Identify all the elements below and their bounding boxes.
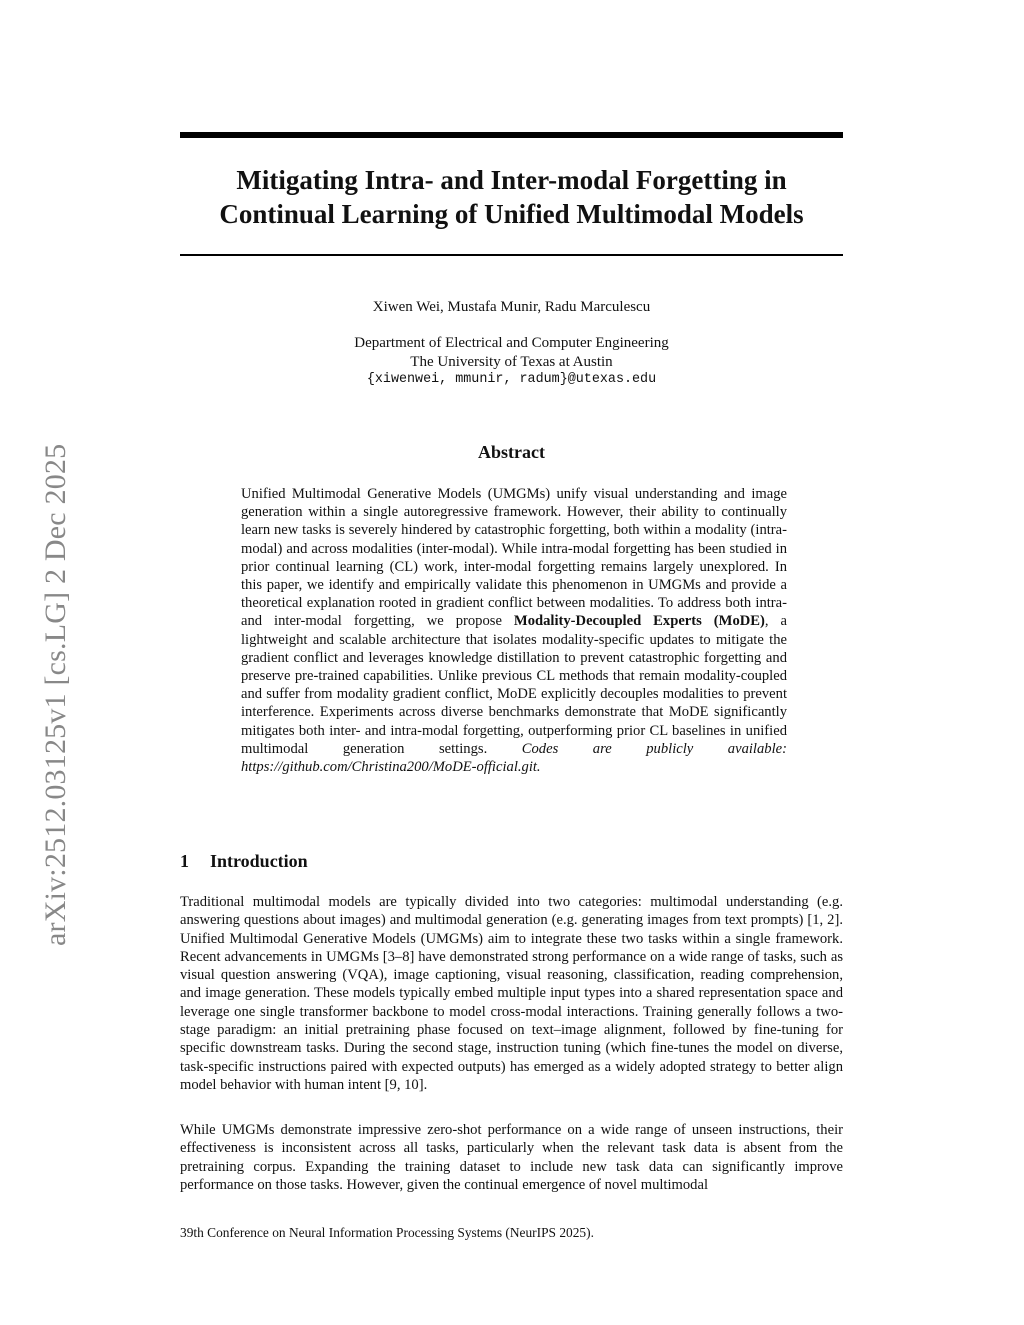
conference-footnote: 39th Conference on Neural Information Processing Systems (NeurIPS 2025). <box>180 1225 594 1240</box>
title-bottom-rule <box>180 254 843 256</box>
author-emails: {xiwenwei, mmunir, radum}@utexas.edu <box>366 372 657 387</box>
abstract-text-part1: Unified Multimodal Generative Models (UMGMs) unify visual understanding and image generation within a single autoregressive framework. However, their ability to continually learn new tasks is severely hindered by catastrophic forgetting, both within a modality (intra-modal) and across modalities (inter-modal). While intra-modal forgetting has been studied in prior continual learning (CL) work, inter-modal forgetting remains largely unexplored. In this paper, we identify and empirically validate this phenomenon in UMGMs and provide a theoretical explanation rooted in gradient conflict between modalities. To address both intra- and inter-modal forgetting, we propose <box>241 486 787 630</box>
abstract-text-part2: , a lightweight and scalable architecture that isolates modality-specific updates to mitigate the gradient conflict and leverages knowledge distillation to prevent catastrophic forgetting and preserve pre-trained capabilities. Unlike previous CL methods that remain modality-coupled and suffer from modality gradient conflict, MoDE explicitly decouples modalities to prevent interference. Experiments across diverse benchmarks demonstrate that MoDE significantly mitigates both inter- and intra-modal forgetting, outperforming prior CL baselines in unified multimodal generation settings. <box>241 613 787 757</box>
paper-title <box>180 163 843 231</box>
abstract-body <box>241 485 787 776</box>
section-title: Introduction <box>210 851 308 871</box>
intro-paragraph-1: Traditional multimodal models are typically divided into two categories: multimodal understanding (e.g. answering questions about images) and multimodal generation (e.g. generating images from text prompts) [1, 2]. Unified Multimodal Generative Models (UMGMs) aim to integrate these two tasks within a single framework. Recent advancements in UMGMs [3–8] have demonstrated strong performance on a wide range of tasks, such as visual question answering (VQA), image captioning, visual reasoning, classification, reading comprehension, and image generation. These models typically embed multiple input types into a shared representation space and leverage one single transformer backbone to model cross-modal interactions. Training generally follows a two-stage paradigm: an initial pretraining phase focused on text–image alignment, followed by fine-tuning for specific downstream tasks. During the second stage, instruction tuning (which fine-tunes the model on diverse, task-specific instructions paired with expected outputs) has emerged as a widely adopted strategy to better align model behavior with human intent [9, 10]. <box>180 894 843 1093</box>
method-name-bold: Modality-Decoupled Experts (MoDE) <box>513 613 765 630</box>
author-list: Xiwen Wei, Mustafa Munir, Radu Marculescu <box>372 299 651 315</box>
intro-paragraph-2: While UMGMs demonstrate impressive zero-shot performance on a wide range of unseen instructions, their effectiveness is inconsistent across all tasks, particularly when the relevant task data is absent from the pretraining corpus. Expanding the training dataset to include new task data can significantly improve performance on those tasks. However, given the continual emergence of novel multimodal <box>180 1122 843 1193</box>
title-top-rule <box>180 132 843 138</box>
department: Department of Electrical and Computer Engineering <box>354 335 669 351</box>
university: The University of Texas at Austin <box>410 353 613 370</box>
arxiv-identifier-stamp: arXiv:2512.03125v1 [cs.LG] 2 Dec 2025 <box>39 443 72 946</box>
abstract-heading: Abstract <box>478 442 545 462</box>
section-number: 1 <box>180 851 189 871</box>
affiliation-block <box>180 334 843 390</box>
code-availability-note: Codes are publicly available: https://github.com/Christina200/MoDE-official.git. <box>241 740 787 776</box>
title-line-2: Continual Learning of Unified Multimodal Models <box>219 199 804 229</box>
title-line-1: Mitigating Intra- and Inter-modal Forgetting in <box>236 165 787 195</box>
section-heading-introduction <box>180 850 308 872</box>
